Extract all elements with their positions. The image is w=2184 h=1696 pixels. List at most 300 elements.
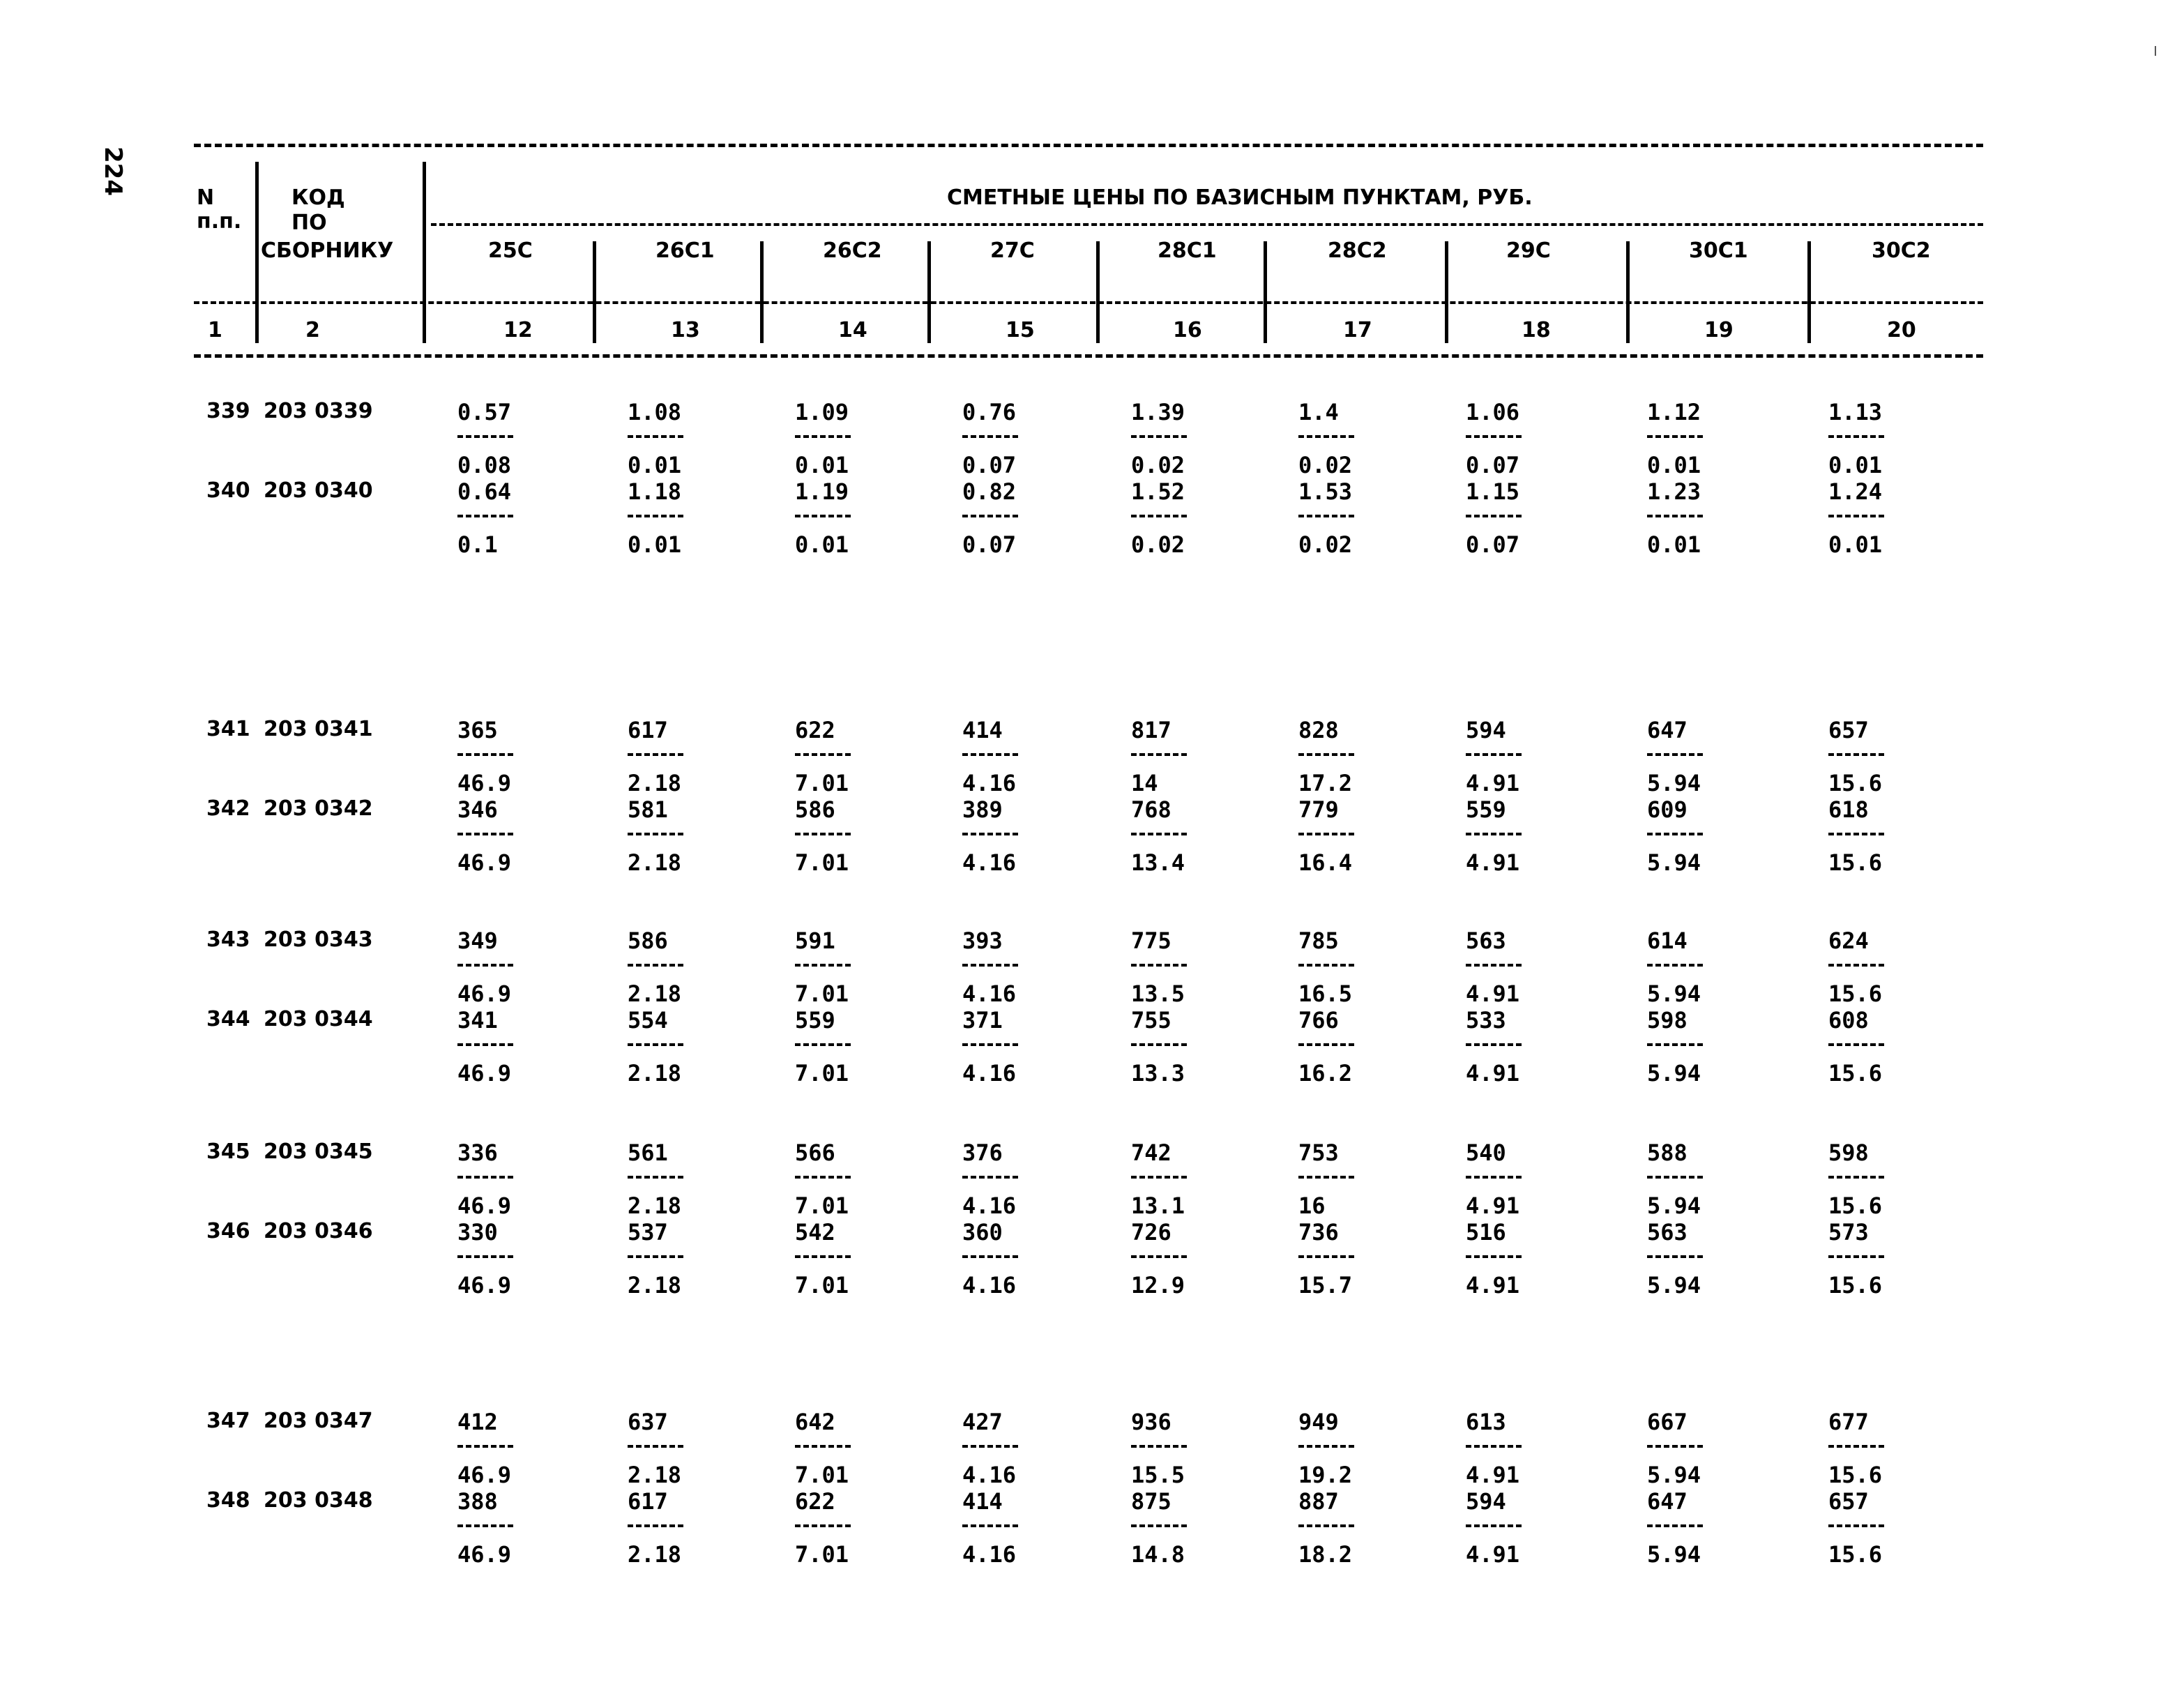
price-value: 887 (1298, 1488, 1339, 1515)
fraction-bar (628, 964, 683, 967)
price-value: 755 (1131, 1007, 1171, 1034)
price-value: 677 (1828, 1409, 1869, 1435)
header-column-name: 27С (990, 238, 1035, 263)
transport-value: 2.18 (628, 1541, 682, 1568)
transport-value: 7.01 (795, 1060, 849, 1086)
price-value: 566 (795, 1140, 835, 1166)
price-value: 617 (628, 717, 668, 743)
price-value: 588 (1647, 1140, 1688, 1166)
price-value: 0.57 (457, 399, 512, 425)
fraction-bar (962, 1445, 1018, 1448)
page-tick (2155, 46, 2156, 56)
header-separator (423, 162, 426, 343)
transport-value: 4.91 (1466, 1272, 1520, 1298)
transport-value: 5.94 (1647, 1462, 1701, 1488)
fraction-bar (1298, 1524, 1354, 1527)
fraction-bar (457, 1176, 513, 1179)
fraction-bar (457, 833, 513, 835)
transport-value: 15.6 (1828, 1541, 1883, 1568)
transport-value: 7.01 (795, 1192, 849, 1219)
fraction-bar (795, 435, 851, 438)
header-column-number: 16 (1173, 318, 1202, 342)
transport-value: 4.16 (962, 1541, 1017, 1568)
transport-value: 7.01 (795, 980, 849, 1007)
row-code: 203 0342 (264, 796, 373, 821)
fraction-bar (795, 1176, 851, 1179)
header-separator (760, 241, 764, 343)
row-number: 342 (206, 796, 250, 821)
price-value: 613 (1466, 1409, 1506, 1435)
price-value: 414 (962, 1488, 1003, 1515)
fraction-bar (1131, 1043, 1187, 1046)
price-value: 775 (1131, 927, 1171, 954)
price-value: 573 (1828, 1219, 1869, 1246)
fraction-bar (795, 1255, 851, 1258)
transport-value: 0.01 (1828, 452, 1883, 478)
fraction-bar (1466, 964, 1522, 967)
header-column-number: 20 (1887, 318, 1916, 342)
transport-value: 5.94 (1647, 770, 1701, 796)
transport-value: 5.94 (1647, 849, 1701, 876)
price-value: 1.13 (1828, 399, 1883, 425)
transport-value: 13.4 (1131, 849, 1185, 876)
price-value: 542 (795, 1219, 835, 1246)
transport-value: 4.16 (962, 1462, 1017, 1488)
transport-value: 0.02 (1131, 531, 1185, 558)
fraction-bar (1131, 515, 1187, 517)
row-code: 203 0341 (264, 717, 373, 741)
header-column-name: 30С2 (1872, 238, 1931, 263)
transport-value: 12.9 (1131, 1272, 1185, 1298)
transport-value: 14 (1131, 770, 1158, 796)
header-column-number: 15 (1006, 318, 1035, 342)
fraction-bar (628, 435, 683, 438)
fraction-bar (1466, 1445, 1522, 1448)
transport-value: 0.07 (962, 452, 1017, 478)
price-value: 608 (1828, 1007, 1869, 1034)
row-code: 203 0348 (264, 1488, 373, 1513)
header-column-name: 28С2 (1328, 238, 1387, 263)
price-value: 559 (1466, 796, 1506, 823)
transport-value: 4.91 (1466, 849, 1520, 876)
transport-value: 15.6 (1828, 849, 1883, 876)
fraction-bar (795, 515, 851, 517)
row-code: 203 0346 (264, 1219, 373, 1243)
transport-value: 0.02 (1298, 531, 1353, 558)
transport-value: 0.02 (1298, 452, 1353, 478)
price-value: 657 (1828, 1488, 1869, 1515)
price-value: 376 (962, 1140, 1003, 1166)
header-code-1: КОД (291, 186, 345, 210)
price-value: 667 (1647, 1409, 1688, 1435)
fraction-bar (1131, 964, 1187, 967)
transport-value: 2.18 (628, 1192, 682, 1219)
price-value: 1.19 (795, 478, 849, 505)
transport-value: 16 (1298, 1192, 1326, 1219)
transport-value: 0.07 (1466, 531, 1520, 558)
header-n: N (197, 186, 215, 210)
price-value: 768 (1131, 796, 1171, 823)
fraction-bar (1647, 515, 1703, 517)
fraction-bar (1647, 964, 1703, 967)
fraction-bar (1131, 753, 1187, 756)
fraction-bar (457, 1255, 513, 1258)
price-value: 563 (1647, 1219, 1688, 1246)
fraction-bar (795, 833, 851, 835)
price-value: 1.08 (628, 399, 682, 425)
transport-value: 2.18 (628, 770, 682, 796)
fraction-bar (795, 753, 851, 756)
transport-value: 0.07 (1466, 452, 1520, 478)
fraction-bar (1131, 435, 1187, 438)
row-code: 203 0340 (264, 478, 373, 503)
transport-value: 5.94 (1647, 1060, 1701, 1086)
price-value: 594 (1466, 717, 1506, 743)
price-value: 341 (457, 1007, 498, 1034)
header-bottom-rule (194, 354, 1983, 358)
fraction-bar (1828, 1043, 1884, 1046)
transport-value: 0.02 (1131, 452, 1185, 478)
price-value: 647 (1647, 1488, 1688, 1515)
price-value: 642 (795, 1409, 835, 1435)
fraction-bar (1647, 1176, 1703, 1179)
fraction-bar (1466, 1255, 1522, 1258)
fraction-bar (1647, 435, 1703, 438)
header-column-number: 18 (1522, 318, 1551, 342)
transport-value: 0.01 (1828, 531, 1883, 558)
header-separator (255, 162, 259, 343)
transport-value: 4.16 (962, 1060, 1017, 1086)
transport-value: 4.91 (1466, 1462, 1520, 1488)
fraction-bar (628, 833, 683, 835)
header-column-name: 26С1 (655, 238, 715, 263)
fraction-bar (1466, 1524, 1522, 1527)
transport-value: 4.91 (1466, 1541, 1520, 1568)
fraction-bar (1298, 1043, 1354, 1046)
transport-value: 15.6 (1828, 1272, 1883, 1298)
fraction-bar (1466, 435, 1522, 438)
price-value: 1.4 (1298, 399, 1339, 425)
fraction-bar (962, 964, 1018, 967)
fraction-bar (1828, 515, 1884, 517)
fraction-bar (1131, 1176, 1187, 1179)
header-separator (1264, 241, 1267, 343)
header-separator (1807, 241, 1811, 343)
price-value: 637 (628, 1409, 668, 1435)
header-column-number: 14 (838, 318, 867, 342)
row-code: 203 0347 (264, 1409, 373, 1433)
price-value: 516 (1466, 1219, 1506, 1246)
fraction-bar (1298, 1255, 1354, 1258)
fraction-bar (1647, 1043, 1703, 1046)
transport-value: 7.01 (795, 1272, 849, 1298)
price-value: 875 (1131, 1488, 1171, 1515)
transport-value: 15.6 (1828, 770, 1883, 796)
transport-value: 16.4 (1298, 849, 1353, 876)
fraction-bar (1466, 1176, 1522, 1179)
fraction-bar (1298, 753, 1354, 756)
transport-value: 7.01 (795, 770, 849, 796)
price-value: 785 (1298, 927, 1339, 954)
transport-value: 46.9 (457, 1541, 512, 1568)
transport-value: 4.16 (962, 849, 1017, 876)
transport-value: 46.9 (457, 980, 512, 1007)
transport-value: 0.01 (628, 452, 682, 478)
price-value: 427 (962, 1409, 1003, 1435)
fraction-bar (1647, 1445, 1703, 1448)
header-column-name: 26С2 (823, 238, 882, 263)
transport-value: 17.2 (1298, 770, 1353, 796)
price-value: 657 (1828, 717, 1869, 743)
header-separator (1445, 241, 1448, 343)
price-value: 817 (1131, 717, 1171, 743)
header-column-number: 17 (1343, 318, 1372, 342)
transport-value: 5.94 (1647, 1192, 1701, 1219)
transport-value: 15.6 (1828, 1192, 1883, 1219)
fraction-bar (962, 1176, 1018, 1179)
price-value: 1.18 (628, 478, 682, 505)
price-value: 540 (1466, 1140, 1506, 1166)
row-number: 343 (206, 927, 250, 952)
price-value: 581 (628, 796, 668, 823)
price-value: 586 (795, 796, 835, 823)
fraction-bar (962, 1255, 1018, 1258)
price-value: 1.15 (1466, 478, 1520, 505)
transport-value: 7.01 (795, 1462, 849, 1488)
price-value: 360 (962, 1219, 1003, 1246)
price-value: 622 (795, 717, 835, 743)
fraction-bar (628, 1524, 683, 1527)
price-value: 647 (1647, 717, 1688, 743)
fraction-bar (962, 833, 1018, 835)
page-number: 224 (99, 146, 127, 196)
price-value: 622 (795, 1488, 835, 1515)
price-value: 949 (1298, 1409, 1339, 1435)
transport-value: 46.9 (457, 1060, 512, 1086)
price-value: 1.52 (1131, 478, 1185, 505)
header-column-number: 2 (305, 318, 320, 342)
header-mid-rule (194, 301, 1983, 304)
transport-value: 15.7 (1298, 1272, 1353, 1298)
transport-value: 4.16 (962, 980, 1017, 1007)
price-value: 598 (1828, 1140, 1869, 1166)
price-value: 389 (962, 796, 1003, 823)
row-number: 340 (206, 478, 250, 503)
price-value: 537 (628, 1219, 668, 1246)
transport-value: 19.2 (1298, 1462, 1353, 1488)
price-value: 753 (1298, 1140, 1339, 1166)
transport-value: 18.2 (1298, 1541, 1353, 1568)
row-code: 203 0339 (264, 399, 373, 423)
fraction-bar (628, 1255, 683, 1258)
transport-value: 4.91 (1466, 980, 1520, 1007)
fraction-bar (457, 964, 513, 967)
transport-value: 16.2 (1298, 1060, 1353, 1086)
fraction-bar (962, 515, 1018, 517)
header-separator (1626, 241, 1630, 343)
fraction-bar (1298, 435, 1354, 438)
price-value: 1.39 (1131, 399, 1185, 425)
transport-value: 46.9 (457, 1272, 512, 1298)
row-number: 348 (206, 1488, 250, 1513)
fraction-bar (962, 753, 1018, 756)
transport-value: 2.18 (628, 1462, 682, 1488)
fraction-bar (1298, 833, 1354, 835)
price-value: 936 (1131, 1409, 1171, 1435)
transport-value: 15.6 (1828, 980, 1883, 1007)
price-value: 624 (1828, 927, 1869, 954)
transport-value: 0.08 (457, 452, 512, 478)
group-title-rule (431, 223, 1983, 226)
fraction-bar (1298, 1176, 1354, 1179)
header-column-name: 29С (1506, 238, 1551, 263)
transport-value: 2.18 (628, 1060, 682, 1086)
transport-value: 15.6 (1828, 1060, 1883, 1086)
price-value: 591 (795, 927, 835, 954)
fraction-bar (1131, 1445, 1187, 1448)
row-number: 339 (206, 399, 250, 423)
fraction-bar (1828, 1445, 1884, 1448)
price-value: 618 (1828, 796, 1869, 823)
header-column-number: 19 (1704, 318, 1734, 342)
transport-value: 13.1 (1131, 1192, 1185, 1219)
fraction-bar (628, 753, 683, 756)
price-value: 598 (1647, 1007, 1688, 1034)
header-separator (593, 241, 596, 343)
transport-value: 0.01 (1647, 452, 1701, 478)
row-number: 344 (206, 1007, 250, 1031)
transport-value: 15.6 (1828, 1462, 1883, 1488)
row-code: 203 0345 (264, 1140, 373, 1164)
fraction-bar (457, 1445, 513, 1448)
fraction-bar (1828, 833, 1884, 835)
fraction-bar (457, 753, 513, 756)
fraction-bar (1647, 1255, 1703, 1258)
price-value: 388 (457, 1488, 498, 1515)
price-value: 371 (962, 1007, 1003, 1034)
price-value: 594 (1466, 1488, 1506, 1515)
price-value: 614 (1647, 927, 1688, 954)
price-value: 1.24 (1828, 478, 1883, 505)
fraction-bar (962, 1524, 1018, 1527)
fraction-bar (1131, 833, 1187, 835)
header-column-name: 25С (488, 238, 533, 263)
transport-value: 4.91 (1466, 770, 1520, 796)
price-value: 412 (457, 1409, 498, 1435)
price-value: 1.23 (1647, 478, 1701, 505)
transport-value: 14.8 (1131, 1541, 1185, 1568)
transport-value: 4.16 (962, 770, 1017, 796)
header-code-3: СБОРНИКУ (261, 238, 394, 263)
price-value: 742 (1131, 1140, 1171, 1166)
price-value: 533 (1466, 1007, 1506, 1034)
transport-value: 4.16 (962, 1192, 1017, 1219)
fraction-bar (457, 1043, 513, 1046)
price-value: 726 (1131, 1219, 1171, 1246)
transport-value: 13.5 (1131, 980, 1185, 1007)
transport-value: 2.18 (628, 849, 682, 876)
transport-value: 0.1 (457, 531, 498, 558)
transport-value: 2.18 (628, 1272, 682, 1298)
fraction-bar (628, 1043, 683, 1046)
transport-value: 46.9 (457, 1192, 512, 1219)
price-value: 736 (1298, 1219, 1339, 1246)
row-code: 203 0344 (264, 1007, 373, 1031)
transport-value: 5.94 (1647, 1541, 1701, 1568)
transport-value: 0.01 (795, 531, 849, 558)
header-column-name: 30С1 (1689, 238, 1748, 263)
price-value: 559 (795, 1007, 835, 1034)
transport-value: 7.01 (795, 1541, 849, 1568)
fraction-bar (1131, 1255, 1187, 1258)
price-value: 1.12 (1647, 399, 1701, 425)
price-value: 365 (457, 717, 498, 743)
price-value: 349 (457, 927, 498, 954)
fraction-bar (1131, 1524, 1187, 1527)
fraction-bar (1298, 1445, 1354, 1448)
price-value: 0.76 (962, 399, 1017, 425)
header-separator (1096, 241, 1100, 343)
fraction-bar (1828, 753, 1884, 756)
price-value: 563 (1466, 927, 1506, 954)
row-number: 347 (206, 1409, 250, 1433)
transport-value: 2.18 (628, 980, 682, 1007)
transport-value: 46.9 (457, 1462, 512, 1488)
transport-value: 0.01 (795, 452, 849, 478)
price-value: 0.64 (457, 478, 512, 505)
row-number: 346 (206, 1219, 250, 1243)
transport-value: 46.9 (457, 849, 512, 876)
transport-value: 0.01 (628, 531, 682, 558)
transport-value: 16.5 (1298, 980, 1353, 1007)
transport-value: 5.94 (1647, 1272, 1701, 1298)
price-value: 0.82 (962, 478, 1017, 505)
fraction-bar (795, 1524, 851, 1527)
transport-value: 0.01 (1647, 531, 1701, 558)
fraction-bar (628, 1176, 683, 1179)
header-code-2: ПО (291, 211, 327, 235)
row-code: 203 0343 (264, 927, 373, 952)
price-value: 1.09 (795, 399, 849, 425)
table-top-rule (194, 144, 1983, 147)
fraction-bar (1466, 833, 1522, 835)
transport-value: 4.91 (1466, 1192, 1520, 1219)
fraction-bar (1298, 964, 1354, 967)
header-column-number: 12 (503, 318, 533, 342)
price-value: 609 (1647, 796, 1688, 823)
transport-value: 13.3 (1131, 1060, 1185, 1086)
header-np: п.п. (197, 209, 242, 234)
transport-value: 4.16 (962, 1272, 1017, 1298)
fraction-bar (962, 1043, 1018, 1046)
fraction-bar (1828, 1255, 1884, 1258)
fraction-bar (457, 1524, 513, 1527)
price-value: 393 (962, 927, 1003, 954)
fraction-bar (1647, 833, 1703, 835)
row-number: 341 (206, 717, 250, 741)
header-column-number: 13 (671, 318, 700, 342)
transport-value: 15.5 (1131, 1462, 1185, 1488)
transport-value: 4.91 (1466, 1060, 1520, 1086)
fraction-bar (795, 1445, 851, 1448)
fraction-bar (1647, 1524, 1703, 1527)
transport-value: 7.01 (795, 849, 849, 876)
price-value: 828 (1298, 717, 1339, 743)
header-separator (927, 241, 931, 343)
price-value: 766 (1298, 1007, 1339, 1034)
fraction-bar (1298, 515, 1354, 517)
fraction-bar (1466, 753, 1522, 756)
